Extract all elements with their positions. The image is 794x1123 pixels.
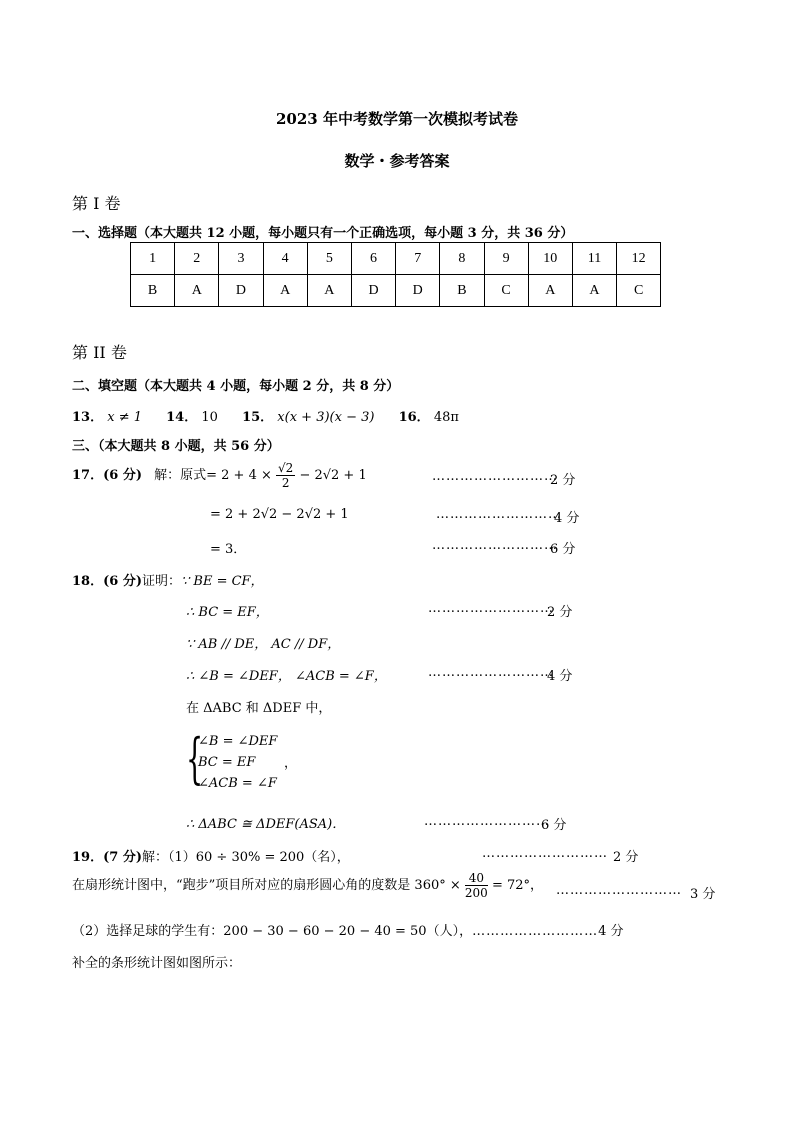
q17-expr-b: − 2√2 + 1 <box>299 468 367 483</box>
q18-step1: ∴ BC = EF， <box>186 605 269 620</box>
answer-cell: A <box>307 275 351 307</box>
answer-cell: D <box>351 275 395 307</box>
answer-cell: B <box>131 275 175 307</box>
q19-angle-text: 在扇形统计图中，“跑步”项目所对应的扇形圆心角的度数是 360° × <box>72 878 461 893</box>
section1-header: 一、选择题（本大题共 12 小题，每小题只有一个正确选项，每小题 3 分，共 36 分） <box>72 226 574 241</box>
q17-line1 <box>72 462 367 489</box>
question-number-cell: 5 <box>307 243 351 275</box>
question-number-cell: 9 <box>484 243 528 275</box>
q17-dots-1: ……………………… <box>432 469 558 484</box>
question-number-cell: 4 <box>263 243 307 275</box>
page-subtitle: 数学・参考答案 <box>344 152 450 170</box>
answer-cell: B <box>440 275 484 307</box>
q13-number: 13． <box>72 410 104 425</box>
question-number-cell: 11 <box>572 243 616 275</box>
q18-conclusion: ∴ ΔABC ≅ ΔDEF(ASA)． <box>186 817 346 832</box>
question-number-cell: 2 <box>175 243 219 275</box>
question-number-cell: 10 <box>528 243 572 275</box>
question-number-cell: 6 <box>351 243 395 275</box>
q19-part1: 解：（1）60 ÷ 30% = 200（名）， <box>141 850 350 865</box>
answer-cell: C <box>484 275 528 307</box>
q17-label: 17．(6 分) <box>72 468 142 483</box>
q19-score-1: 2 分 <box>613 850 639 865</box>
page-title: 2023 年中考数学第一次模拟考试卷 <box>276 110 518 128</box>
q19-angle-result: = 72°， <box>491 878 544 893</box>
q14-answer: 10 <box>201 410 218 425</box>
answer-table-answer-row <box>131 275 661 307</box>
q18-system-lines <box>198 731 277 794</box>
q18-step4: 在 ΔABC 和 ΔDEF 中， <box>186 701 332 716</box>
q19-fraction <box>465 872 488 899</box>
left-brace-icon: { <box>186 727 204 790</box>
q18-given: ∵ BE = CF， <box>180 574 264 589</box>
q17-score-1: 2 分 <box>550 473 576 488</box>
q17-dots-3: ……………………… <box>432 538 558 553</box>
answer-table-number-row <box>131 243 661 275</box>
q19-line3 <box>72 920 624 939</box>
q17-score-3: 6 分 <box>550 542 576 557</box>
q18-system-line3: ∠ACB = ∠F <box>198 776 277 791</box>
q19-dots-3: ……………………… <box>472 924 599 939</box>
q13-answer: x ≠ 1 <box>107 410 142 425</box>
q18-system-line2: BC = EF <box>198 755 256 770</box>
section3-header: 三、（本大题共 8 小题，共 56 分） <box>72 439 280 454</box>
q18-score-3: 6 分 <box>541 818 567 833</box>
q16-answer: 48π <box>433 410 459 425</box>
answer-cell: D <box>219 275 263 307</box>
answer-cell: A <box>528 275 572 307</box>
answer-cell: A <box>572 275 616 307</box>
q19-frac-den: 200 <box>464 886 488 900</box>
q17-line2: = 2 + 2√2 − 2√2 + 1 <box>210 507 349 522</box>
q14-number: 14． <box>166 410 198 425</box>
q17-frac-num: √2 <box>278 461 294 475</box>
q19-dots-1: ……………………… <box>482 846 608 861</box>
q17-fraction <box>276 462 295 489</box>
q17-expr-a: = 2 + 4 × <box>206 468 272 483</box>
q19-label: 19．(7 分) <box>72 850 142 865</box>
q17-frac-den: 2 <box>281 476 290 490</box>
q19-dots-2: ……………………… <box>556 883 682 898</box>
q18-dots-1: ……………………… <box>428 601 554 616</box>
q17-score-2: 4 分 <box>554 511 580 526</box>
q18-dots-3: ……………………… <box>424 814 550 829</box>
q15-number: 15． <box>242 410 274 425</box>
q18-score-1: 2 分 <box>547 605 573 620</box>
q16-number: 16． <box>398 410 430 425</box>
q17-line3: = 3． <box>210 542 247 557</box>
q19-score-3: 4 分 <box>598 924 624 939</box>
answer-table <box>130 242 661 307</box>
q18-system-comma: ， <box>284 756 298 771</box>
answer-cell: A <box>263 275 307 307</box>
q18-step3: ∴ ∠B = ∠DEF， ∠ACB = ∠F， <box>186 669 387 684</box>
section2-header: 二、填空题（本大题共 4 小题，每小题 2 分，共 8 分） <box>72 379 400 394</box>
q19-frac-num: 40 <box>465 872 488 886</box>
q18-score-2: 4 分 <box>547 669 573 684</box>
question-number-cell: 7 <box>396 243 440 275</box>
q17-dots-2: ……………………… <box>436 507 562 522</box>
part2-heading: 第 II 卷 <box>72 343 127 362</box>
question-number-cell: 3 <box>219 243 263 275</box>
question-number-cell: 1 <box>131 243 175 275</box>
q15-answer: x(x + 3)(x − 3) <box>277 410 375 425</box>
question-number-cell: 8 <box>440 243 484 275</box>
fill-in-answers <box>72 406 459 425</box>
q17-solve: 解：原式 <box>154 468 207 483</box>
q18-line0 <box>72 570 264 589</box>
question-number-cell: 12 <box>617 243 661 275</box>
q18-system-line1: ∠B = ∠DEF <box>198 734 278 749</box>
answer-cell: C <box>617 275 661 307</box>
q18-dots-2: ……………………… <box>428 665 554 680</box>
answer-cell: A <box>175 275 219 307</box>
q18-label: 18．(6 分) <box>72 574 142 589</box>
q18-step2: ∵ AB // DE， AC // DF， <box>186 637 341 652</box>
q19-part2: （2）选择足球的学生有：200 − 30 − 60 − 20 − 40 = 50（人）， <box>72 924 473 939</box>
q18-proof: 证明： <box>141 574 181 589</box>
q19-line2 <box>72 872 543 899</box>
q19-score-2: 3 分 <box>690 887 716 902</box>
part1-heading: 第 I 卷 <box>72 194 121 213</box>
answer-cell: D <box>396 275 440 307</box>
q19-line4: 补全的条形统计图如图所示： <box>72 956 242 971</box>
q19-line1 <box>72 846 350 865</box>
